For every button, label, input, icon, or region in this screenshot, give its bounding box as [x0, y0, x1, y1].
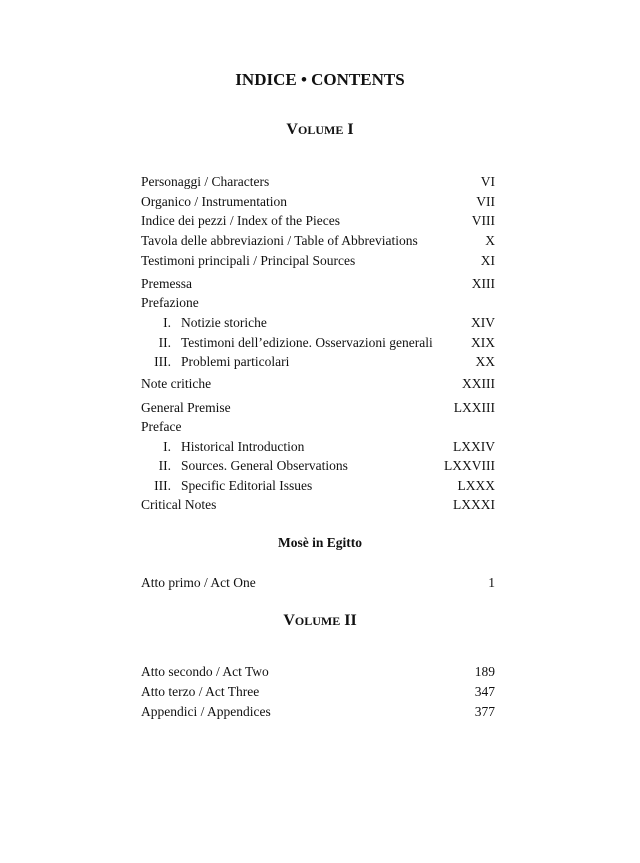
toc-entry — [141, 375, 495, 393]
toc-entry — [141, 496, 495, 514]
entry-label: Tavola delle abbreviazioni / Table of Abbreviations — [141, 233, 418, 248]
entry-page: LXXIV — [453, 439, 495, 454]
entry-page: VIII — [471, 213, 495, 228]
entry-label: Notizie storiche — [181, 315, 267, 330]
toc-entry — [141, 574, 495, 592]
entry-label: Testimoni principali / Principal Sources — [141, 253, 356, 268]
entry-label: Note critiche — [141, 376, 212, 391]
entry-label: Prefazione — [141, 295, 199, 310]
section-number: I. — [163, 439, 171, 454]
entry-page: VII — [476, 194, 495, 209]
entry-page: LXXIII — [453, 400, 495, 415]
entry-label: Sources. General Observations — [181, 458, 348, 473]
toc-entry — [141, 438, 495, 456]
entry-page: LXXXI — [453, 497, 495, 512]
toc-entry — [141, 212, 495, 230]
entry-page: XXIII — [462, 376, 495, 391]
section-number: III. — [154, 478, 171, 493]
entry-page: LXXX — [457, 478, 495, 493]
entry-label: Premessa — [141, 276, 192, 291]
volume-1-heading: VOLUME I — [286, 121, 354, 138]
opera-title: Mosè in Egitto — [278, 535, 362, 550]
entry-label: Testimoni dell’edizione. Osservazioni generali — [181, 335, 433, 350]
entry-label: Atto secondo / Act Two — [141, 664, 269, 679]
toc-entry — [141, 457, 495, 475]
entry-page: 347 — [474, 684, 495, 699]
toc-entry — [141, 663, 495, 681]
entry-label: General Premise — [141, 400, 231, 415]
toc-entry — [141, 252, 495, 270]
toc-entry — [141, 703, 495, 721]
section-number: II. — [158, 335, 171, 350]
entry-page: X — [485, 233, 495, 248]
entry-page: VI — [480, 174, 495, 189]
toc-entry — [141, 477, 495, 495]
entry-page: 377 — [474, 704, 495, 719]
entry-page: XI — [480, 253, 495, 268]
entry-page: XIII — [471, 276, 495, 291]
toc-entry — [141, 173, 495, 191]
entry-page: LXXVIII — [444, 458, 495, 473]
entry-page: XIX — [471, 335, 495, 350]
toc-entry — [141, 314, 495, 332]
entry-page: XX — [475, 354, 495, 369]
entry-label: Atto primo / Act One — [141, 575, 256, 590]
entry-label: Specific Editorial Issues — [181, 478, 313, 493]
entry-page: XIV — [471, 315, 495, 330]
entry-page: 189 — [474, 664, 495, 679]
section-number: III. — [154, 354, 171, 369]
entry-label: Problemi particolari — [181, 354, 290, 369]
entry-label: Preface — [141, 419, 182, 434]
toc-entry — [141, 334, 495, 352]
toc-entry — [141, 294, 495, 312]
entry-page: 1 — [488, 575, 495, 590]
entry-label: Critical Notes — [141, 497, 217, 512]
toc-entry — [141, 353, 495, 371]
section-number: II. — [158, 458, 171, 473]
section-number: I. — [163, 315, 171, 330]
toc-entry — [141, 232, 495, 250]
entry-label: Organico / Instrumentation — [141, 194, 287, 209]
entry-label: Indice dei pezzi / Index of the Pieces — [141, 213, 341, 228]
entry-label: Appendici / Appendices — [141, 704, 271, 719]
page-title: INDICE • CONTENTS — [235, 70, 405, 89]
toc-entry — [141, 399, 495, 417]
volume-2-heading: VOLUME II — [283, 612, 357, 629]
entry-label: Atto terzo / Act Three — [141, 684, 260, 699]
toc-entry — [141, 683, 495, 701]
toc-entry — [141, 418, 495, 436]
entry-label: Historical Introduction — [181, 439, 305, 454]
toc-entry — [141, 193, 495, 211]
toc-entry — [141, 275, 495, 293]
entry-label: Personaggi / Characters — [141, 174, 270, 189]
